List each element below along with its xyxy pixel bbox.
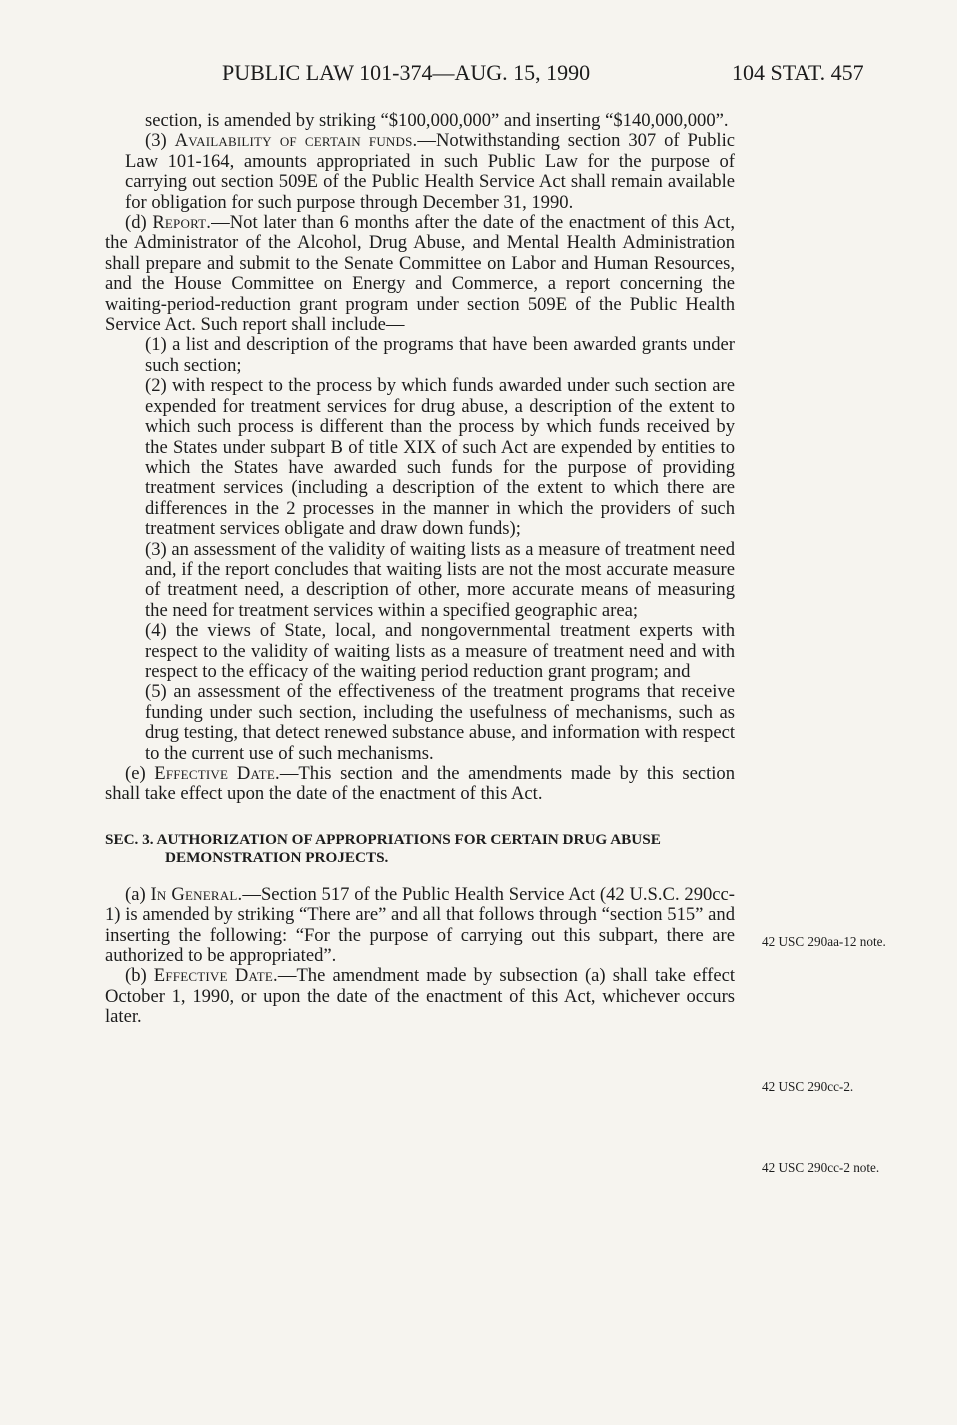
list-item: (1) a list and description of the programs that have been awarded grants under such section; <box>145 334 735 376</box>
subsection-number: (a) <box>125 883 151 905</box>
header-title: PUBLIC LAW 101-374—AUG. 15, 1990 <box>222 60 591 85</box>
margin-note: 42 USC 290aa-12 note. <box>762 934 886 949</box>
paragraph-heading: Availability of certain funds. <box>174 130 418 152</box>
header-stat-citation: 104 STAT. 457 <box>732 60 864 85</box>
subsection-heading: In General. <box>150 883 243 905</box>
list-item: (4) the views of State, local, and nongovernmental treatment experts with respect to the validity of waiting lists as a measure of treatment need and with respect to the efficacy of the waiting period reduction grant program; and <box>145 620 735 682</box>
list-item: (3) an assessment of the validity of waiting lists as a measure of treatment need and, if the report concludes that waiting lists are not the most accurate measure of treatment need, a description of other, more accurate means of measuring the need for treatment services within a specified geographic area; <box>145 538 735 621</box>
subsection-in-general <box>105 885 735 967</box>
subsection-text: —This section and the amendments made by this section shall take effect upon the date of the enactment of this Act. <box>105 763 736 805</box>
subsection-effective-date <box>105 764 735 805</box>
subsection-text: —Section 517 of the Public Health Service Act (42 U.S.C. 290cc-1) is amended by striking “There are” and all that follows through “section 515” and inserting the following: “For the purpose of carrying out this subpart, there are authorized to be appropriated”. <box>105 883 735 967</box>
subsection-number: (e) <box>125 763 155 784</box>
paragraph-continuation: section, is amended by striking “$100,000,000” and inserting “$140,000,000”. <box>145 110 729 131</box>
subsection-text: —The amendment made by subsection (a) shall take effect October 1, 1990, or upon the date of the enactment of this Act, whichever occurs later. <box>105 965 735 1028</box>
body-text <box>105 111 735 1028</box>
subsection-text: —Not later than 6 months after the date of the enactment of this Act, the Administrator of the Alcohol, Drug Abuse, and Mental Health Administration shall prepare and submit to the Senate Committee on Labor and Human Resources, and the House Committee on Energy and Commerce, a report concerning the waiting-period-reduction grant program under section 509E of the Public Health Service Act. Such report shall include— <box>105 212 735 336</box>
paragraph-availability-of-funds <box>105 131 735 213</box>
paragraph-text: —Notwithstanding section 307 of Public Law 101-164, amounts appropriated in such Public Law for the purpose of carrying out section 509E of the Public Health Service Act shall remain available for obligation for such purpose through December 31, 1990. <box>125 130 735 213</box>
subsection-heading: Effective Date. <box>154 763 280 784</box>
list-item: (5) an assessment of the effectiveness of the treatment programs that receive funding under such section, including the usefulness of mechanisms, such as drug testing, that detect renewed substance abuse, and information with respect to the current use of such mechanisms. <box>145 681 735 764</box>
running-header <box>0 60 957 90</box>
subsection-number: (d) <box>125 212 153 234</box>
subsection-report <box>105 213 735 335</box>
section-heading: SEC. 3. AUTHORIZATION OF APPROPRIATIONS FOR CERTAIN DRUG ABUSE DEMONSTRATION PROJECTS. <box>105 830 661 866</box>
subsection-heading: Effective Date. <box>153 965 278 987</box>
subsection-number: (b) <box>125 965 154 987</box>
margin-note: 42 USC 290cc-2. <box>762 1079 854 1094</box>
paragraph-number: (3) <box>145 130 175 152</box>
list-item: (2) with respect to the process by which funds awarded under such section are expended for treatment services for drug abuse, a description of the extent to which such process is different than the process by which funds received by the States under subpart B of title XIX of such Act are expended by entities to which the States have awarded such funds for the purpose of providing treatment services (including a description of the extent to which there are differences in the 2 processes in the manner in which the providers of such treatment services obligate and draw down funds); <box>145 375 735 540</box>
margin-note: 42 USC 290cc-2 note. <box>762 1160 880 1175</box>
subsection-heading: Report. <box>152 212 212 234</box>
subsection-effective-date-b <box>105 966 735 1027</box>
